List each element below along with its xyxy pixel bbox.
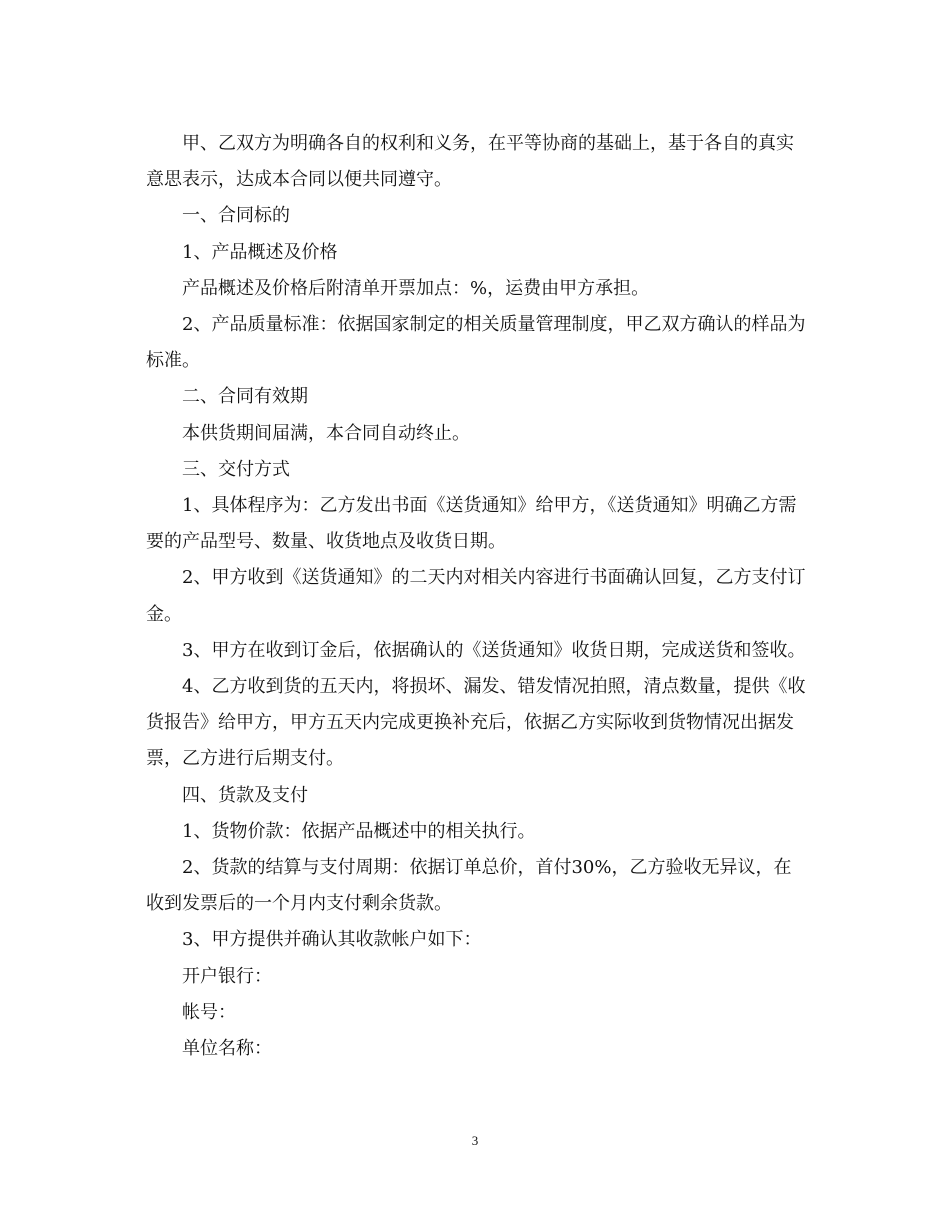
section-heading-2: 二、合同有效期 (182, 386, 308, 408)
clause-3-1: 1、具体程序为：乙方发出书面《送货通知》给甲方，《送货通知》明确乙方需要的产品型号、数量、收货地点及收货日期。 (146, 495, 797, 553)
paragraph-preamble: 甲、乙双方为明确各自的权利和义务，在平等协商的基础上，基于各自的真实意思表示，达成本合同以便共同遵守。 (146, 133, 794, 191)
section-heading-4: 四、货款及支付 (182, 784, 308, 806)
clause-1-1-text: 产品概述及价格后附清单开票加点：%，运费由甲方承担。 (182, 277, 650, 299)
bank-name-field: 开户银行： (182, 965, 272, 987)
clause-4-2: 2、货款的结算与支付周期：依据订单总价，首付30%，乙方验收无异议，在收到发票后的一个月内支付剩余货款。 (146, 857, 792, 915)
clause-1-1-heading: 1、产品概述及价格 (182, 241, 338, 263)
clause-3-3: 3、甲方在收到订金后，依据确认的《送货通知》收货日期，完成送货和签收。 (182, 639, 806, 661)
clause-3-4: 4、乙方收到货的五天内，将损坏、漏发、错发情况拍照，清点数量，提供《收货报告》给甲方，甲方五天内完成更换补充后，依据乙方实际收到货物情况出据发票，乙方进行后期支付。 (146, 676, 806, 770)
document-body (146, 126, 806, 1067)
clause-2-text: 本供货期间届满，本合同自动终止。 (182, 422, 470, 444)
page-number: 3 (471, 1133, 479, 1148)
clause-4-3: 3、甲方提供并确认其收款帐户如下： (182, 929, 482, 951)
clause-1-2: 2、产品质量标准：依据国家制定的相关质量管理制度，甲乙双方确认的样品为标准。 (146, 314, 806, 372)
section-heading-1: 一、合同标的 (182, 205, 290, 227)
account-number-field: 帐号： (182, 1001, 236, 1023)
clause-4-1: 1、货物价款：依据产品概述中的相关执行。 (182, 820, 536, 842)
company-name-field: 单位名称： (182, 1038, 272, 1060)
clause-3-2: 2、甲方收到《送货通知》的二天内对相关内容进行书面确认回复，乙方支付订金。 (146, 567, 806, 625)
section-heading-3: 三、交付方式 (182, 458, 290, 480)
